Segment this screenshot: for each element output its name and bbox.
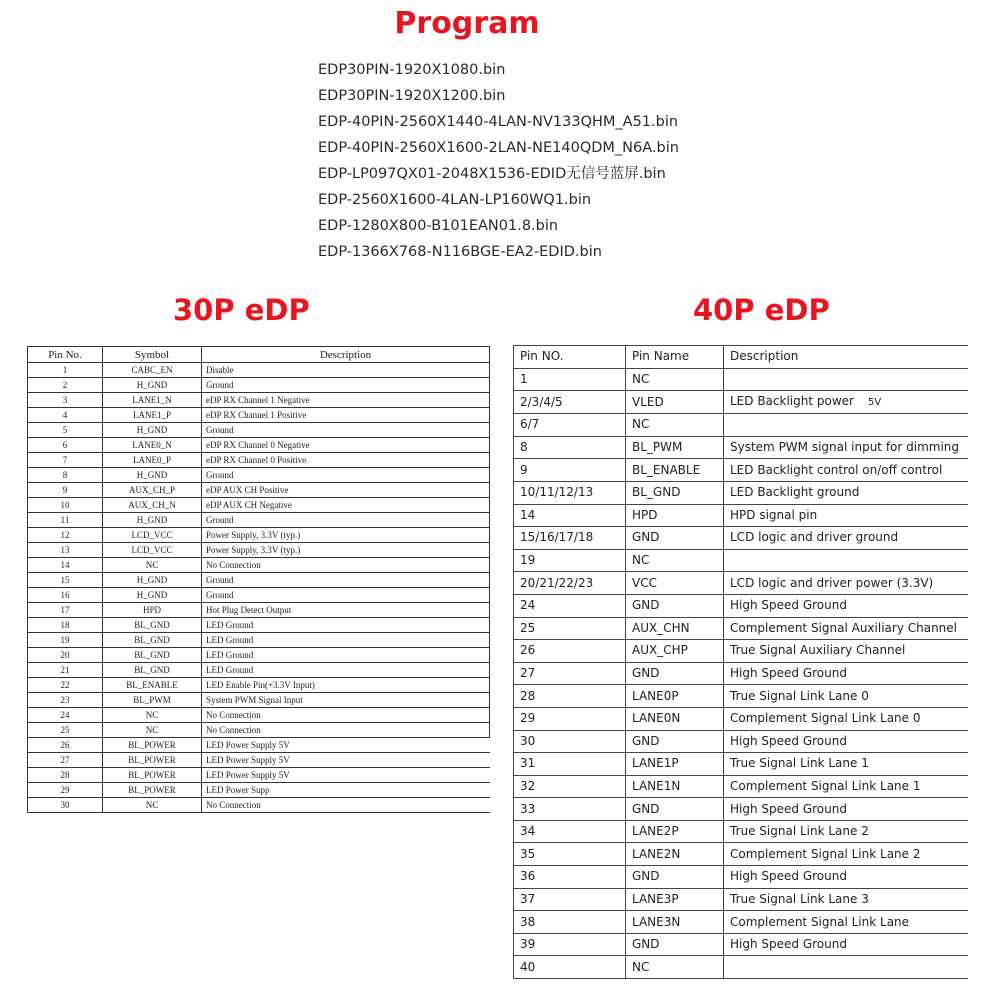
description-cell: LED Power Supply 5V	[202, 768, 490, 783]
symbol-cell: H_GND	[103, 573, 202, 588]
pin-cell: 9	[514, 459, 626, 482]
pin-name-cell: LANE3P	[626, 888, 724, 911]
description-cell	[724, 368, 968, 391]
description-cell: Complement Signal Link Lane 1	[724, 775, 968, 798]
pin-name-cell: GND	[626, 866, 724, 889]
pin-cell: 1	[28, 363, 103, 378]
symbol-cell: BL_ENABLE	[103, 678, 202, 693]
header-symbol: Symbol	[103, 347, 202, 363]
pin-cell: 3	[28, 393, 103, 408]
pin-name-cell: VLED	[626, 391, 724, 414]
pin-cell: 32	[514, 775, 626, 798]
table-row	[28, 708, 490, 723]
table-row	[514, 685, 968, 708]
pin-cell: 5	[28, 423, 103, 438]
table-row	[28, 723, 490, 738]
description-cell: LCD logic and driver power (3.3V)	[724, 572, 968, 595]
pin-table-30p	[27, 346, 490, 813]
symbol-cell: LANE0_N	[103, 438, 202, 453]
symbol-cell: H_GND	[103, 378, 202, 393]
table-row	[514, 730, 968, 753]
symbol-cell: NC	[103, 558, 202, 573]
table-row	[28, 633, 490, 648]
pin-cell: 15/16/17/18	[514, 527, 626, 550]
description-cell: LED Backlight ground	[724, 481, 968, 504]
pin-cell: 15	[28, 573, 103, 588]
pin-cell: 20/21/22/23	[514, 572, 626, 595]
pin-name-cell: GND	[626, 798, 724, 821]
description-cell: eDP AUX CH Negative	[202, 498, 490, 513]
pin-cell: 16	[28, 588, 103, 603]
description-cell: True Signal Auxiliary Channel	[724, 640, 968, 663]
pin-cell: 29	[28, 783, 103, 798]
pin-cell: 7	[28, 453, 103, 468]
table-row	[514, 911, 968, 934]
table-row	[514, 504, 968, 527]
table-row	[28, 678, 490, 693]
table-row	[28, 648, 490, 663]
pin-table-40p	[513, 345, 968, 979]
description-cell: System PWM signal input for dimming	[724, 436, 968, 459]
description-cell: LED Backlight control on/off control	[724, 459, 968, 482]
header-pin-no: Pin NO.	[514, 346, 626, 369]
header-description: Description	[724, 346, 968, 369]
symbol-cell: BL_GND	[103, 648, 202, 663]
description-cell: No Connection	[202, 558, 490, 573]
symbol-cell: LCD_VCC	[103, 528, 202, 543]
table-row	[514, 753, 968, 776]
pin-cell: 36	[514, 866, 626, 889]
description-cell: eDP AUX CH Positive	[202, 483, 490, 498]
description-cell: eDP RX Channel 1 Negative	[202, 393, 490, 408]
pin-cell: 13	[28, 543, 103, 558]
description-cell: True Signal Link Lane 0	[724, 685, 968, 708]
description-cell: High Speed Ground	[724, 662, 968, 685]
symbol-cell: BL_POWER	[103, 753, 202, 768]
description-cell: Ground	[202, 468, 490, 483]
description-cell	[724, 549, 968, 572]
symbol-cell: LANE1_P	[103, 408, 202, 423]
pin-cell: 21	[28, 663, 103, 678]
table-row	[28, 588, 490, 603]
table-row	[28, 453, 490, 468]
table-row	[514, 414, 968, 437]
symbol-cell: CABC_EN	[103, 363, 202, 378]
pin-cell: 28	[28, 768, 103, 783]
pin-name-cell: GND	[626, 933, 724, 956]
pin-cell: 1	[514, 368, 626, 391]
symbol-cell: HPD	[103, 603, 202, 618]
description-cell: HPD signal pin	[724, 504, 968, 527]
table-row	[514, 866, 968, 889]
pin-name-cell: BL_ENABLE	[626, 459, 724, 482]
table-row	[514, 707, 968, 730]
pin-name-cell: GND	[626, 730, 724, 753]
description-cell: LCD logic and driver ground	[724, 527, 968, 550]
pin-cell: 2/3/4/5	[514, 391, 626, 414]
pin-name-cell: LANE0P	[626, 685, 724, 708]
program-file-item: EDP-1366X768-N116BGE-EA2-EDID.bin	[318, 244, 602, 260]
table-row	[28, 798, 490, 813]
pin-name-cell: LANE0N	[626, 707, 724, 730]
description-cell: LED Ground	[202, 618, 490, 633]
pin-name-cell: GND	[626, 662, 724, 685]
table-row	[514, 594, 968, 617]
symbol-cell: BL_POWER	[103, 738, 202, 753]
description-cell: High Speed Ground	[724, 594, 968, 617]
description-cell: True Signal Link Lane 3	[724, 888, 968, 911]
symbol-cell: H_GND	[103, 468, 202, 483]
description-cell: Ground	[202, 378, 490, 393]
table-row	[514, 481, 968, 504]
pin-cell: 40	[514, 956, 626, 979]
symbol-cell: BL_GND	[103, 633, 202, 648]
table-row	[514, 888, 968, 911]
table-row	[514, 527, 968, 550]
description-cell	[724, 414, 968, 437]
program-file-list	[318, 59, 679, 267]
pin-name-cell: HPD	[626, 504, 724, 527]
description-cell: LED Ground	[202, 663, 490, 678]
voltage-note: 5V	[867, 397, 882, 409]
description-cell: Complement Signal Link Lane 2	[724, 843, 968, 866]
symbol-cell: BL_PWM	[103, 693, 202, 708]
symbol-cell: NC	[103, 723, 202, 738]
table-row	[28, 573, 490, 588]
pin-cell: 20	[28, 648, 103, 663]
pin-cell: 27	[28, 753, 103, 768]
description-cell	[724, 956, 968, 979]
description-cell: Power Supply, 3.3V (typ.)	[202, 543, 490, 558]
pin-cell: 26	[514, 640, 626, 663]
table-row	[28, 483, 490, 498]
pin-cell: 8	[28, 468, 103, 483]
symbol-cell: AUX_CH_P	[103, 483, 202, 498]
description-cell: Disable	[202, 363, 490, 378]
table-row	[28, 423, 490, 438]
header-pin-no: Pin No.	[28, 347, 103, 363]
table-row	[28, 363, 490, 378]
pin-cell: 4	[28, 408, 103, 423]
pin-cell: 34	[514, 820, 626, 843]
description-cell: LED Enable Pin(+3.3V Input)	[202, 678, 490, 693]
pin-name-cell: LANE1N	[626, 775, 724, 798]
pin-name-cell: VCC	[626, 572, 724, 595]
table-row	[514, 459, 968, 482]
pin-name-cell: GND	[626, 594, 724, 617]
table-row	[28, 783, 490, 798]
table-row	[28, 468, 490, 483]
table-row	[514, 436, 968, 459]
program-file-item: EDP30PIN-1920X1080.bin	[318, 62, 506, 78]
pin-cell: 10	[28, 498, 103, 513]
description-cell: LED Power Supp	[202, 783, 490, 798]
description-cell: Complement Signal Link Lane 0	[724, 707, 968, 730]
pin-cell: 9	[28, 483, 103, 498]
pin-cell: 12	[28, 528, 103, 543]
pin-cell: 19	[514, 549, 626, 572]
table-row	[28, 663, 490, 678]
description-cell: Ground	[202, 513, 490, 528]
description-cell: Ground	[202, 423, 490, 438]
description-cell: High Speed Ground	[724, 730, 968, 753]
symbol-cell: H_GND	[103, 513, 202, 528]
description-cell: True Signal Link Lane 1	[724, 753, 968, 776]
pin-cell: 6	[28, 438, 103, 453]
pin-cell: 29	[514, 707, 626, 730]
title-40p-edp: 40P eDP	[693, 293, 830, 327]
table-row	[28, 378, 490, 393]
description-cell: No Connection	[202, 798, 490, 813]
description-cell: Ground	[202, 573, 490, 588]
table-row	[28, 558, 490, 573]
pin-name-cell: GND	[626, 527, 724, 550]
pin-cell: 39	[514, 933, 626, 956]
description-cell: High Speed Ground	[724, 798, 968, 821]
table-row	[514, 933, 968, 956]
symbol-cell: LANE1_N	[103, 393, 202, 408]
table-row	[514, 820, 968, 843]
pin-name-cell: AUX_CHP	[626, 640, 724, 663]
pin-cell: 2	[28, 378, 103, 393]
table-row	[28, 768, 490, 783]
table-row	[514, 843, 968, 866]
pin-cell: 24	[28, 708, 103, 723]
table-row	[28, 393, 490, 408]
pin-name-cell: NC	[626, 414, 724, 437]
pin-cell: 26	[28, 738, 103, 753]
symbol-cell: BL_POWER	[103, 783, 202, 798]
table-row	[28, 438, 490, 453]
pin-name-cell: NC	[626, 549, 724, 572]
symbol-cell: BL_POWER	[103, 768, 202, 783]
program-file-item: EDP-1280X800-B101EAN01.8.bin	[318, 218, 559, 234]
pin-cell: 33	[514, 798, 626, 821]
program-file-item: EDP30PIN-1920X1200.bin	[318, 88, 506, 104]
table-row	[514, 798, 968, 821]
pin-cell: 38	[514, 911, 626, 934]
description-cell: eDP RX Channel 1 Positive	[202, 408, 490, 423]
title-30p-edp: 30P eDP	[173, 293, 310, 327]
description-cell: Complement Signal Link Lane	[724, 911, 968, 934]
description-cell: LED Power Supply 5V	[202, 753, 490, 768]
symbol-cell: LANE0_P	[103, 453, 202, 468]
pin-cell: 25	[28, 723, 103, 738]
pin-cell: 27	[514, 662, 626, 685]
table-row	[28, 738, 490, 753]
table-header-row	[28, 347, 490, 363]
program-title: Program	[394, 6, 540, 41]
table-row	[514, 617, 968, 640]
symbol-cell: NC	[103, 798, 202, 813]
header-pin-name: Pin Name	[626, 346, 724, 369]
pin-name-cell: LANE2P	[626, 820, 724, 843]
symbol-cell: BL_GND	[103, 663, 202, 678]
table-header-row	[514, 346, 968, 369]
pin-name-cell: BL_GND	[626, 481, 724, 504]
pin-cell: 18	[28, 618, 103, 633]
table-row	[514, 956, 968, 979]
table-row	[28, 618, 490, 633]
description-cell: No Connection	[202, 723, 490, 738]
table-row	[514, 368, 968, 391]
description-text: LED Backlight power	[730, 394, 854, 409]
table-row	[28, 693, 490, 708]
description-cell: eDP RX Channel 0 Negative	[202, 438, 490, 453]
pin-name-cell: LANE1P	[626, 753, 724, 776]
description-cell: System PWM Signal Input	[202, 693, 490, 708]
table-row	[514, 640, 968, 663]
description-cell	[724, 391, 968, 414]
description-cell: LED Ground	[202, 633, 490, 648]
pin-name-cell: LANE3N	[626, 911, 724, 934]
description-cell: LED Ground	[202, 648, 490, 663]
pin-cell: 10/11/12/13	[514, 481, 626, 504]
program-file-item: EDP-40PIN-2560X1600-2LAN-NE140QDM_N6A.bin	[318, 140, 679, 156]
pin-cell: 28	[514, 685, 626, 708]
description-cell: LED Power Supply 5V	[202, 738, 490, 753]
description-cell: Power Supply, 3.3V (typ.)	[202, 528, 490, 543]
pin-cell: 6/7	[514, 414, 626, 437]
symbol-cell: LCD_VCC	[103, 543, 202, 558]
pin-name-cell: BL_PWM	[626, 436, 724, 459]
program-file-item: EDP-2560X1600-4LAN-LP160WQ1.bin	[318, 192, 592, 208]
pin-cell: 24	[514, 594, 626, 617]
symbol-cell: NC	[103, 708, 202, 723]
pin-cell: 25	[514, 617, 626, 640]
table-row	[514, 391, 968, 414]
table-row	[514, 775, 968, 798]
program-file-item: EDP-40PIN-2560X1440-4LAN-NV133QHM_A51.bin	[318, 114, 679, 130]
table-row	[28, 753, 490, 768]
header-description: Description	[202, 347, 490, 363]
pin-cell: 14	[514, 504, 626, 527]
table-row	[28, 498, 490, 513]
table-row	[28, 543, 490, 558]
pin-cell: 23	[28, 693, 103, 708]
symbol-cell: AUX_CH_N	[103, 498, 202, 513]
pin-cell: 22	[28, 678, 103, 693]
table-row	[28, 408, 490, 423]
pin-cell: 31	[514, 753, 626, 776]
pin-cell: 19	[28, 633, 103, 648]
description-cell: High Speed Ground	[724, 866, 968, 889]
description-cell: Hot Plug Detect Output	[202, 603, 490, 618]
pin-cell: 30	[514, 730, 626, 753]
pin-name-cell: LANE2N	[626, 843, 724, 866]
table-row	[514, 662, 968, 685]
table-row	[28, 528, 490, 543]
table-row	[514, 549, 968, 572]
pin-cell: 30	[28, 798, 103, 813]
description-cell: Complement Signal Auxiliary Channel	[724, 617, 968, 640]
table-row	[28, 603, 490, 618]
description-cell: Ground	[202, 588, 490, 603]
table-row	[514, 572, 968, 595]
symbol-cell: H_GND	[103, 423, 202, 438]
pin-cell: 17	[28, 603, 103, 618]
symbol-cell: H_GND	[103, 588, 202, 603]
description-cell: eDP RX Channel 0 Positive	[202, 453, 490, 468]
pin-name-cell: AUX_CHN	[626, 617, 724, 640]
description-cell: No Connection	[202, 708, 490, 723]
pin-cell: 11	[28, 513, 103, 528]
pin-cell: 37	[514, 888, 626, 911]
description-cell: High Speed Ground	[724, 933, 968, 956]
pin-cell: 8	[514, 436, 626, 459]
description-cell: True Signal Link Lane 2	[724, 820, 968, 843]
pin-cell: 35	[514, 843, 626, 866]
pin-name-cell: NC	[626, 956, 724, 979]
pin-name-cell: NC	[626, 368, 724, 391]
program-file-item: EDP-LP097QX01-2048X1536-EDID无信号蓝屏.bin	[318, 166, 666, 182]
table-row	[28, 513, 490, 528]
pin-cell: 14	[28, 558, 103, 573]
symbol-cell: BL_GND	[103, 618, 202, 633]
